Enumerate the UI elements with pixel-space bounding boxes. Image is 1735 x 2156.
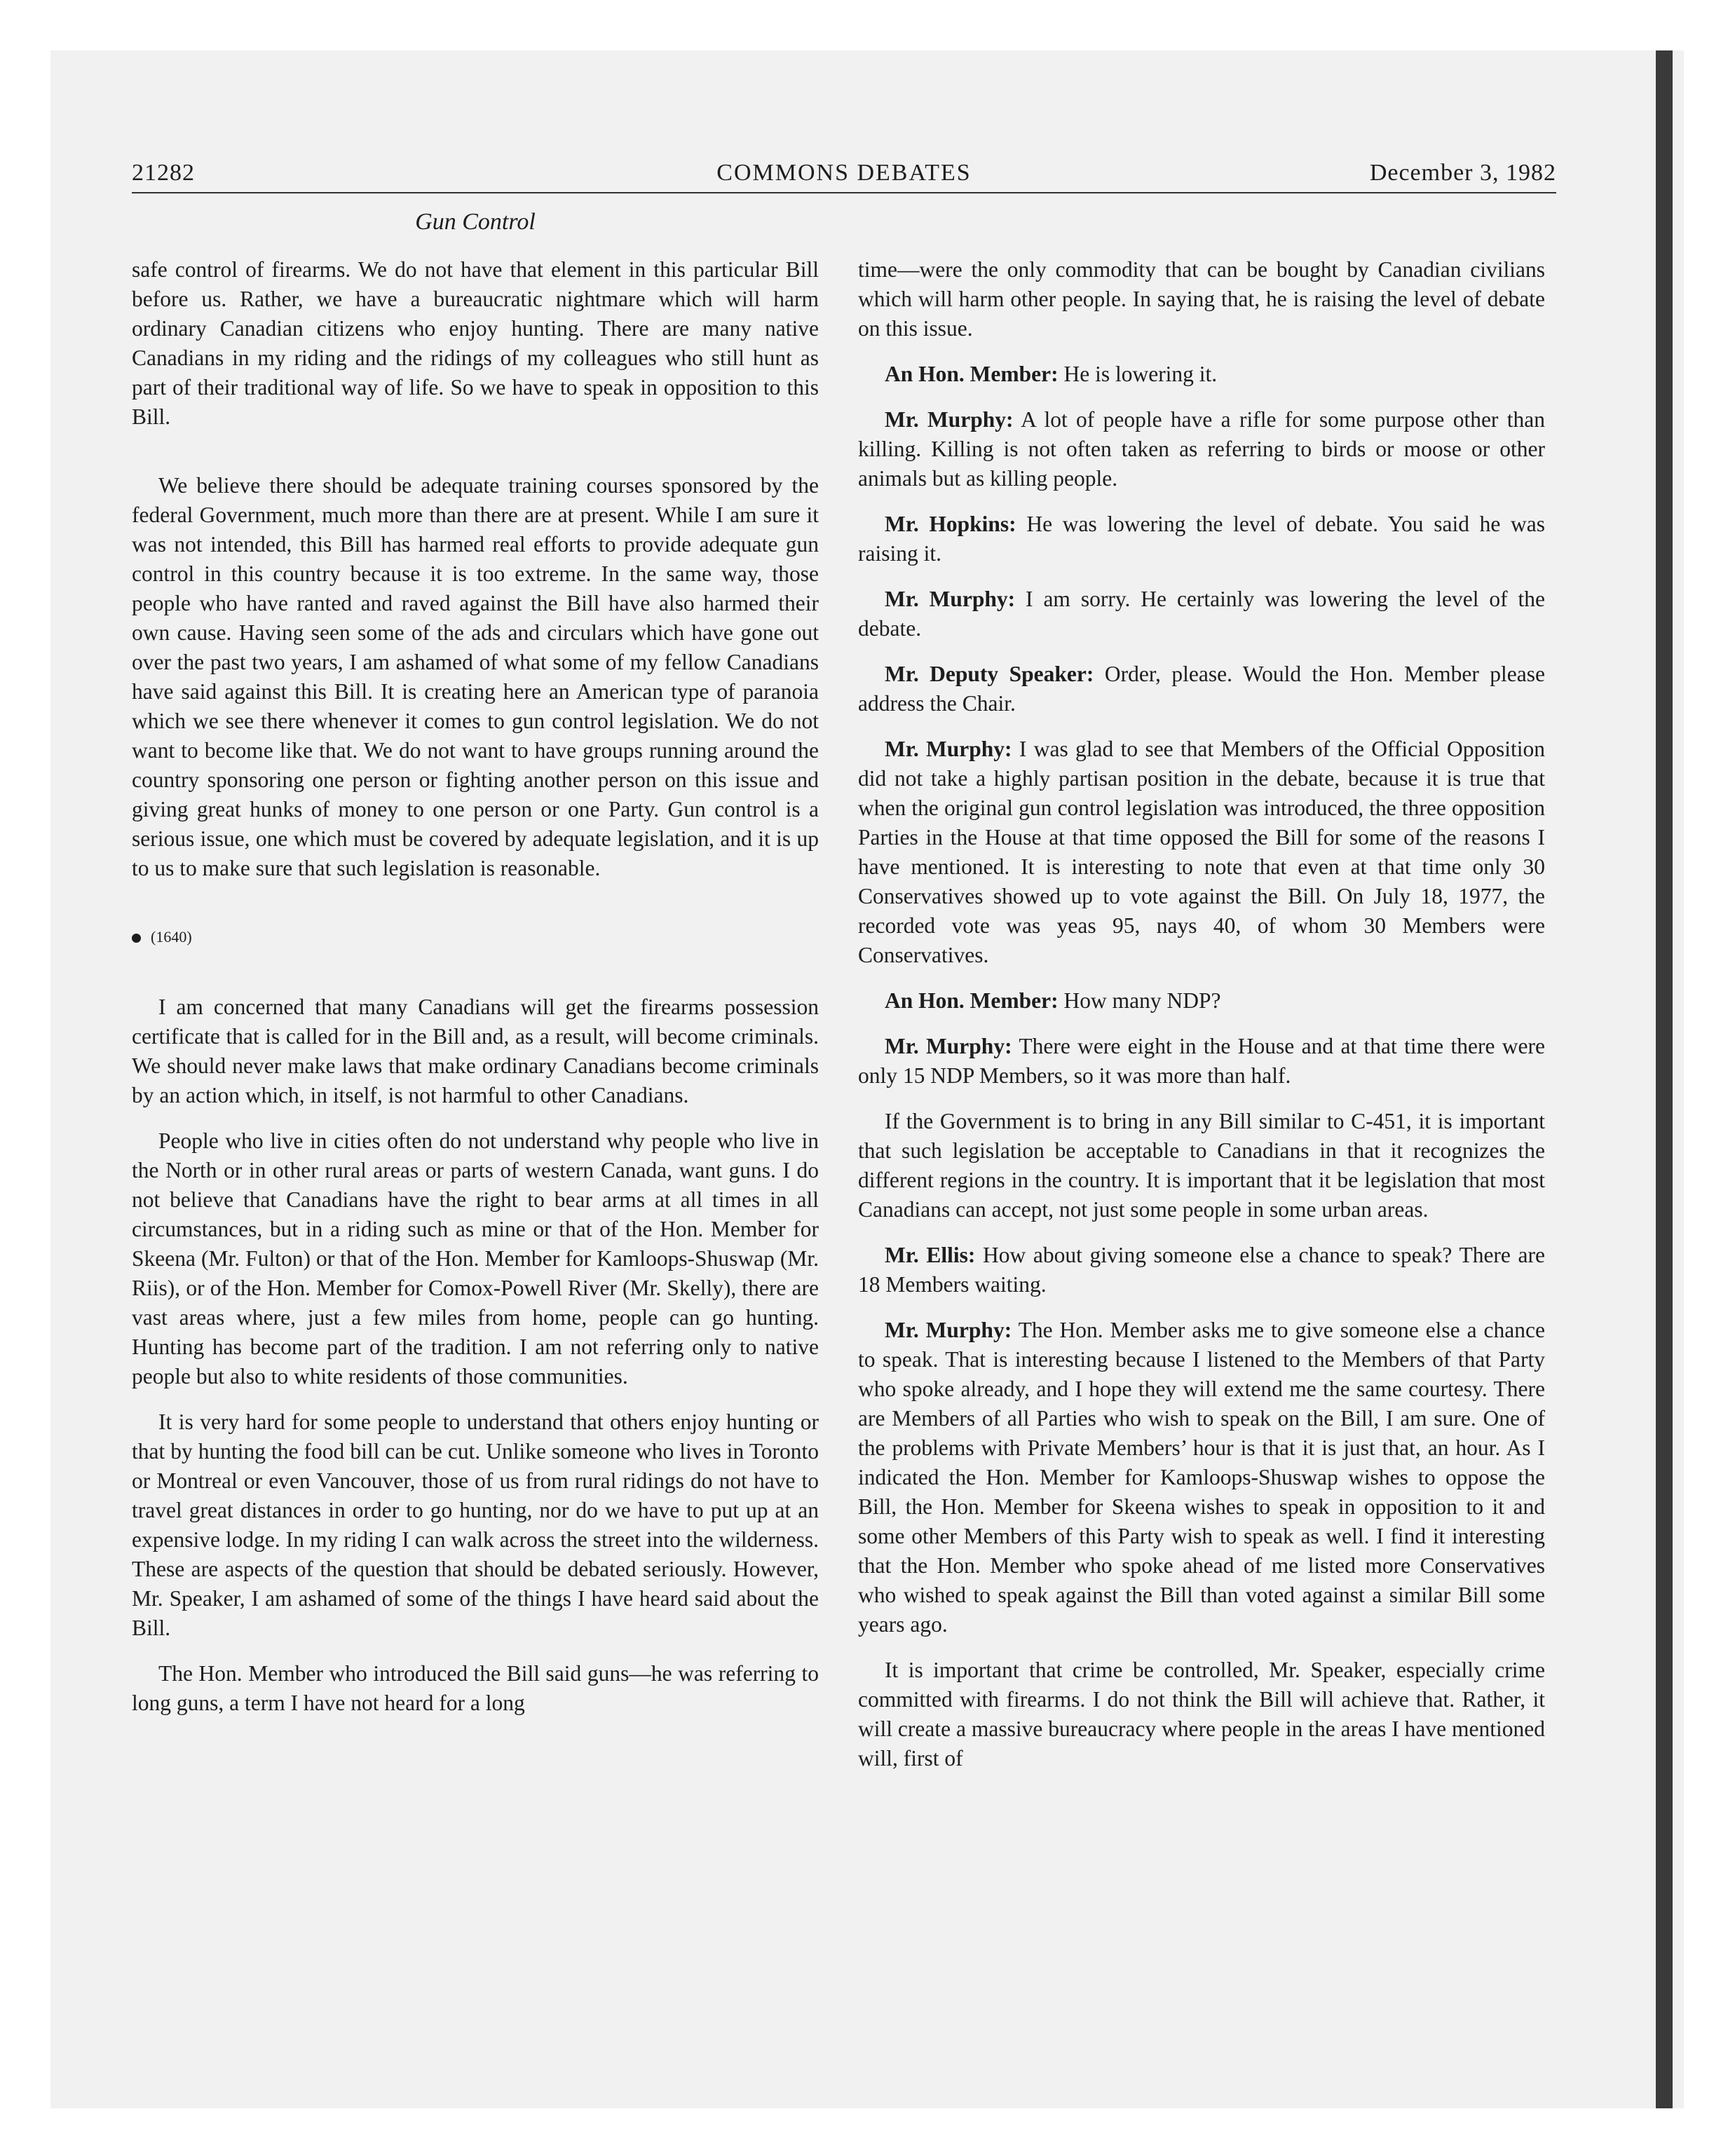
publication-title: COMMONS DEBATES (716, 160, 972, 186)
paragraph: If the Government is to bring in any Bill similar to C-451, it is important that such legislation be acceptable to Canadians in that it recognizes the different regions in the country. It is important that it be legislation that most Canadians can accept, not just some people in some urban areas. (858, 1109, 1545, 1222)
time-marker-label: (1640) (151, 928, 192, 946)
speech-text: He is lowering it. (1058, 362, 1218, 386)
bullet-icon (132, 934, 141, 943)
speech (858, 405, 1545, 493)
paragraph: The Hon. Member who introduced the Bill said guns—he was referring to long guns, a term I have not heard for a long (132, 1661, 819, 1715)
speech-text: A lot of people have a rifle for some purpose other than killing. Killing is not often taken as referring to birds or moose or other animals but as killing people. (858, 407, 1545, 491)
speaker-name: Mr. Ellis: (885, 1243, 976, 1267)
page-number: 21282 (132, 160, 195, 186)
speech (858, 1316, 1545, 1639)
header-rule (132, 192, 1556, 193)
speech-text: I was glad to see that Members of the Official Opposition did not take a highly partisan position in the debate, because it is true that when the original gun control legislation was introduced, the three opposition Parties in the House at that time opposed the Bill for some of the reasons I have mentioned. It is interesting to note that even at that time only 30 Conservatives showed up to vote against the Bill. On July 18, 1977, the recorded vote was yeas 95, nays 40, of whom 30 Members were Conservatives. (858, 737, 1545, 967)
speech (858, 660, 1545, 718)
left-column (132, 255, 819, 1734)
paragraph: It is very hard for some people to understand that others enjoy hunting or that by hunting the food bill can be cut. Unlike someone who lives in Toronto or Montreal or even Vancouver, those of us from rural ridings do not have to travel great distances in order to go hunting, nor do we have to put up at an expensive lodge. In my riding I can walk across the street into the wilderness. These are aspects of the question that should be debated seriously. However, Mr. Speaker, I am ashamed of some of the things I have heard said about the Bill. (132, 1410, 819, 1640)
page-header (132, 160, 1556, 195)
right-column (858, 255, 1545, 1789)
speech (858, 360, 1545, 389)
publication-date: December 3, 1982 (1369, 160, 1556, 186)
speaker-name: Mr. Hopkins: (885, 512, 1016, 536)
speech (858, 986, 1545, 1016)
speech-text: Order, please. Would the Hon. Member please address the Chair. (858, 662, 1545, 716)
speaker-name: Mr. Murphy: (885, 587, 1016, 611)
speech-text: How about giving someone else a chance to speak? There are 18 Members waiting. (858, 1243, 1545, 1297)
speech-text: There were eight in the House and at that time there were only 15 NDP Members, so it was more than half. (858, 1034, 1545, 1088)
speech (858, 510, 1545, 568)
speaker-name: An Hon. Member: (885, 362, 1059, 386)
paragraph: safe control of firearms. We do not have that element in this particular Bill before us. Rather, we have a bureaucratic nightmare which will harm ordinary Canadian citizens who enjoy hunting. There are many native Canadians in my riding and the ridings of my colleagues who still hunt as part of their traditional way of life. So we have to speak in opposition to this Bill. (132, 257, 819, 429)
paragraph: We believe there should be adequate training courses sponsored by the federal Government, much more than there are at present. While I am sure it was not intended, this Bill has harmed real efforts to provide adequate gun control in this country because it is too extreme. In the same way, those people who have ranted and raved against the Bill have also harmed their own cause. Having seen some of the ads and circulars which have gone out over the past two years, I am ashamed of what some of my fellow Canadians have said against this Bill. It is creating here an American type of paranoia which we see there whenever it comes to gun control legislation. We do not want to become like that. We do not want to have groups running around the country sponsoring one person or fighting another person on this issue and giving great hunks of money to one person or one Party. Gun control is a serious issue, one which must be covered by adequate legislation, and it is up to us to make sure that such legislation is reasonable. (132, 473, 819, 880)
speaker-name: Mr. Murphy: (885, 407, 1014, 432)
time-marker (132, 922, 819, 952)
speaker-name: An Hon. Member: (885, 988, 1059, 1013)
speaker-name: Mr. Murphy: (885, 1318, 1012, 1342)
page-edge-shadow (1656, 50, 1673, 2108)
speech (858, 1032, 1545, 1091)
paragraph: People who live in cities often do not understand why people who live in the North or in other rural areas or parts of western Canada, want guns. I do not believe that Canadians have the right to bear arms at all times in all circumstances, but in a riding such as mine or that of the Hon. Member for Skeena (Mr. Fulton) or that of the Hon. Member for Kamloops-Shuswap (Mr. Riis), or of the Hon. Member for Comox-Powell River (Mr. Skelly), there are vast areas where, just a few miles from home, people can go hunting. Hunting has become part of the tradition. I am not referring only to native people but also to white residents of those communities. (132, 1128, 819, 1389)
speaker-name: Mr. Murphy: (885, 737, 1012, 761)
speech-text: I am sorry. He certainly was lowering the level of the debate. (858, 587, 1545, 641)
speech-text: He was lowering the level of debate. You said he was raising it. (858, 512, 1545, 566)
speech (858, 735, 1545, 970)
speech-text: How many NDP? (1058, 988, 1221, 1013)
running-head: Gun Control (415, 209, 536, 235)
speech (858, 585, 1545, 643)
speech-text: The Hon. Member asks me to give someone else a chance to speak. That is interesting because I listened to the Members of that Party who spoke already, and I hope they will extend me the same courtesy. There are Members of all Parties who wish to speak on the Bill, I am sure. One of the problems with Private Members’ hour is that it is just that, an hour. As I indicated the Hon. Member for Kamloops-Shuswap wishes to oppose the Bill, the Hon. Member for Skeena wishes to speak in opposition to it and some other Members of this Party wish to speak as well. I find it interesting that the Hon. Member who spoke ahead of me listed more Conservatives who wished to speak against the Bill than voted against a similar Bill some years ago. (858, 1318, 1545, 1637)
paragraph: I am concerned that many Canadians will get the firearms possession certificate that is called for in the Bill and, as a result, will become criminals. We should never make laws that make ordinary Canadians become criminals by an action which, in itself, is not harmful to other Canadians. (132, 995, 819, 1107)
speech (858, 1241, 1545, 1299)
speaker-name: Mr. Murphy: (885, 1034, 1012, 1058)
paragraph: It is important that crime be controlled, Mr. Speaker, especially crime committed with firearms. I do not think the Bill will achieve that. Rather, it will create a massive bureaucracy where people in the areas I have mentioned will, first of (858, 1658, 1545, 1770)
paragraph: time—were the only commodity that can be bought by Canadian civilians which will harm other people. In saying that, he is raising the level of debate on this issue. (858, 257, 1545, 341)
speaker-name: Mr. Deputy Speaker: (885, 662, 1094, 686)
